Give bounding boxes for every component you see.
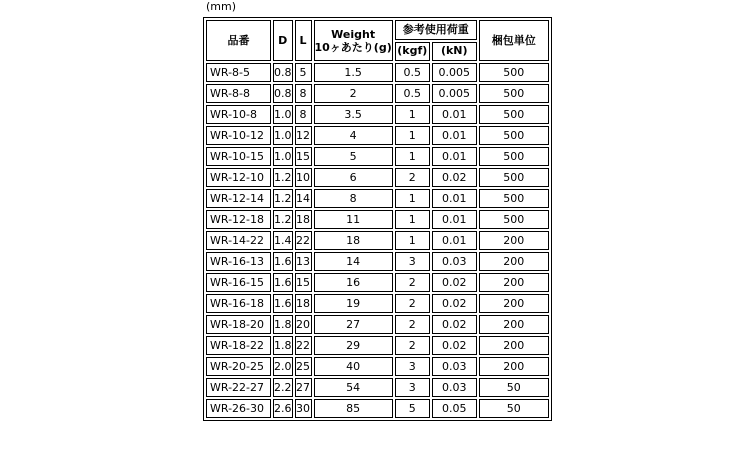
cell-weight: 8	[314, 189, 393, 208]
cell-kn: 0.02	[432, 336, 477, 355]
cell-d: 0.8	[273, 63, 293, 82]
cell-code: WR-8-5	[206, 63, 271, 82]
cell-kn: 0.03	[432, 378, 477, 397]
cell-pack: 500	[479, 126, 549, 145]
cell-d: 1.0	[273, 147, 293, 166]
cell-code: WR-10-8	[206, 105, 271, 124]
cell-d: 2.0	[273, 357, 293, 376]
cell-kn: 0.05	[432, 399, 477, 418]
cell-weight: 29	[314, 336, 393, 355]
cell-l: 5	[295, 63, 312, 82]
spec-table-body	[206, 63, 549, 418]
header-kn: (kN)	[432, 42, 477, 62]
cell-kgf: 2	[395, 168, 430, 187]
table-row	[206, 147, 549, 166]
cell-kn: 0.01	[432, 210, 477, 229]
cell-code: WR-18-20	[206, 315, 271, 334]
table-row	[206, 231, 549, 250]
cell-pack: 50	[479, 399, 549, 418]
cell-kn: 0.01	[432, 147, 477, 166]
cell-l: 12	[295, 126, 312, 145]
cell-kgf: 3	[395, 378, 430, 397]
cell-kn: 0.02	[432, 315, 477, 334]
cell-pack: 500	[479, 105, 549, 124]
table-row	[206, 315, 549, 334]
cell-kgf: 0.5	[395, 63, 430, 82]
cell-code: WR-22-27	[206, 378, 271, 397]
cell-kn: 0.02	[432, 273, 477, 292]
cell-code: WR-12-14	[206, 189, 271, 208]
cell-d: 1.2	[273, 210, 293, 229]
cell-kgf: 3	[395, 357, 430, 376]
header-weight-line1: Weight	[331, 27, 376, 41]
cell-weight: 11	[314, 210, 393, 229]
cell-weight: 16	[314, 273, 393, 292]
table-row	[206, 189, 549, 208]
cell-l: 13	[295, 252, 312, 271]
unit-label: (mm)	[206, 0, 237, 13]
cell-pack: 50	[479, 378, 549, 397]
cell-pack: 500	[479, 147, 549, 166]
header-pack: 梱包単位	[479, 20, 549, 61]
cell-d: 0.8	[273, 84, 293, 103]
spec-table-header	[206, 20, 549, 61]
cell-l: 30	[295, 399, 312, 418]
header-code: 品番	[206, 20, 271, 61]
cell-weight: 85	[314, 399, 393, 418]
cell-kgf: 2	[395, 315, 430, 334]
cell-d: 2.2	[273, 378, 293, 397]
cell-code: WR-12-18	[206, 210, 271, 229]
cell-kn: 0.01	[432, 126, 477, 145]
cell-l: 10	[295, 168, 312, 187]
cell-kn: 0.005	[432, 84, 477, 103]
cell-pack: 200	[479, 273, 549, 292]
cell-pack: 500	[479, 210, 549, 229]
cell-kgf: 1	[395, 126, 430, 145]
cell-kn: 0.02	[432, 168, 477, 187]
cell-d: 2.6	[273, 399, 293, 418]
cell-weight: 18	[314, 231, 393, 250]
header-weight-line2: 10ヶあたり(g)	[314, 40, 392, 54]
cell-pack: 500	[479, 189, 549, 208]
cell-code: WR-20-25	[206, 357, 271, 376]
cell-kn: 0.03	[432, 252, 477, 271]
cell-code: WR-16-15	[206, 273, 271, 292]
cell-weight: 54	[314, 378, 393, 397]
cell-code: WR-10-12	[206, 126, 271, 145]
cell-pack: 200	[479, 315, 549, 334]
cell-weight: 6	[314, 168, 393, 187]
table-row	[206, 168, 549, 187]
cell-code: WR-16-13	[206, 252, 271, 271]
cell-kn: 0.02	[432, 294, 477, 313]
cell-weight: 14	[314, 252, 393, 271]
cell-code: WR-10-15	[206, 147, 271, 166]
cell-weight: 3.5	[314, 105, 393, 124]
cell-pack: 200	[479, 357, 549, 376]
table-row	[206, 105, 549, 124]
cell-pack: 500	[479, 63, 549, 82]
table-row	[206, 399, 549, 418]
cell-l: 22	[295, 336, 312, 355]
cell-weight: 2	[314, 84, 393, 103]
cell-weight: 19	[314, 294, 393, 313]
cell-pack: 200	[479, 252, 549, 271]
cell-l: 20	[295, 315, 312, 334]
cell-code: WR-26-30	[206, 399, 271, 418]
cell-kgf: 1	[395, 189, 430, 208]
cell-weight: 5	[314, 147, 393, 166]
table-row	[206, 63, 549, 82]
cell-kgf: 2	[395, 294, 430, 313]
cell-l: 8	[295, 84, 312, 103]
cell-kn: 0.01	[432, 231, 477, 250]
cell-code: WR-14-22	[206, 231, 271, 250]
table-row	[206, 84, 549, 103]
cell-kn: 0.005	[432, 63, 477, 82]
cell-code: WR-8-8	[206, 84, 271, 103]
table-row	[206, 126, 549, 145]
cell-l: 22	[295, 231, 312, 250]
cell-weight: 40	[314, 357, 393, 376]
cell-weight: 27	[314, 315, 393, 334]
table-row	[206, 273, 549, 292]
cell-l: 18	[295, 294, 312, 313]
header-kgf: (kgf)	[395, 42, 430, 62]
header-weight	[314, 20, 393, 61]
cell-code: WR-18-22	[206, 336, 271, 355]
header-d: D	[273, 20, 293, 61]
cell-kgf: 2	[395, 336, 430, 355]
cell-kgf: 1	[395, 105, 430, 124]
cell-code: WR-12-10	[206, 168, 271, 187]
header-load-group: 参考使用荷重	[395, 20, 477, 40]
cell-l: 25	[295, 357, 312, 376]
cell-kn: 0.01	[432, 189, 477, 208]
cell-d: 1.0	[273, 105, 293, 124]
cell-l: 15	[295, 147, 312, 166]
cell-pack: 200	[479, 336, 549, 355]
table-row	[206, 378, 549, 397]
cell-d: 1.6	[273, 252, 293, 271]
cell-d: 1.2	[273, 168, 293, 187]
table-row	[206, 336, 549, 355]
table-row	[206, 357, 549, 376]
cell-d: 1.2	[273, 189, 293, 208]
cell-kgf: 3	[395, 252, 430, 271]
cell-d: 1.0	[273, 126, 293, 145]
cell-pack: 200	[479, 294, 549, 313]
cell-d: 1.4	[273, 231, 293, 250]
cell-d: 1.8	[273, 336, 293, 355]
cell-kgf: 5	[395, 399, 430, 418]
table-row	[206, 252, 549, 271]
table-row	[206, 210, 549, 229]
cell-kgf: 0.5	[395, 84, 430, 103]
table-row	[206, 294, 549, 313]
cell-pack: 200	[479, 231, 549, 250]
header-l: L	[295, 20, 312, 61]
cell-pack: 500	[479, 168, 549, 187]
cell-weight: 1.5	[314, 63, 393, 82]
cell-pack: 500	[479, 84, 549, 103]
cell-code: WR-16-18	[206, 294, 271, 313]
cell-weight: 4	[314, 126, 393, 145]
cell-kgf: 2	[395, 273, 430, 292]
cell-l: 8	[295, 105, 312, 124]
cell-d: 1.6	[273, 294, 293, 313]
cell-kn: 0.01	[432, 105, 477, 124]
cell-l: 15	[295, 273, 312, 292]
cell-l: 18	[295, 210, 312, 229]
cell-kgf: 1	[395, 231, 430, 250]
cell-kgf: 1	[395, 147, 430, 166]
cell-d: 1.8	[273, 315, 293, 334]
cell-kn: 0.03	[432, 357, 477, 376]
cell-kgf: 1	[395, 210, 430, 229]
cell-d: 1.6	[273, 273, 293, 292]
cell-l: 14	[295, 189, 312, 208]
spec-table	[203, 17, 552, 421]
cell-l: 27	[295, 378, 312, 397]
